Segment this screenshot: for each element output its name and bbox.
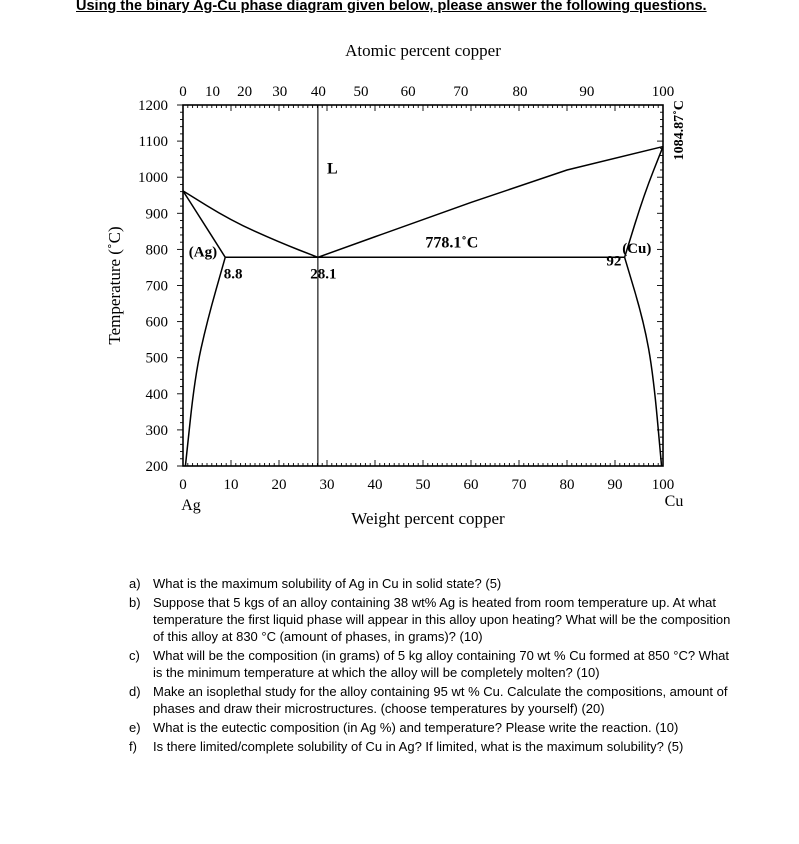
bottom-tick-label: 30 xyxy=(319,477,335,493)
question-list xyxy=(124,575,734,757)
y-tick-label: 1200 xyxy=(138,98,168,114)
top-tick-label: 50 xyxy=(353,84,369,100)
y-tick-label: 1000 xyxy=(138,170,168,187)
bottom-tick-label: 10 xyxy=(223,477,239,493)
bottom-tick-label: 70 xyxy=(511,477,527,493)
cu-melting-point-label: 1084.87˚C xyxy=(672,100,687,161)
chart-labels xyxy=(105,41,687,528)
bottom-tick-label: 40 xyxy=(367,477,383,493)
tick-marks xyxy=(177,105,663,466)
y-tick-label: 500 xyxy=(145,350,168,367)
y-tick-label: 300 xyxy=(145,422,168,439)
y-tick-label: 700 xyxy=(145,278,168,295)
question-item xyxy=(124,594,734,645)
bottom-tick-label: 20 xyxy=(271,477,287,493)
question-label: b) xyxy=(129,595,141,610)
page-title: Using the binary Ag-Cu phase diagram given below, please answer the following questions. xyxy=(76,0,707,14)
cu-region-label: (Cu) xyxy=(622,241,652,258)
bottom-tick-label: 0 xyxy=(179,477,187,493)
liquidus-right xyxy=(318,147,663,258)
alpha-limit-label: 8.8 xyxy=(223,266,243,283)
y-tick-label: 1100 xyxy=(138,134,168,151)
top-axis-title: Atomic percent copper xyxy=(345,41,501,60)
question-label: f) xyxy=(129,739,137,754)
bottom-axis-title: Weight percent copper xyxy=(351,509,505,528)
top-tick-label: 20 xyxy=(237,84,253,100)
question-item xyxy=(124,738,734,755)
y-tick-label: 200 xyxy=(145,459,168,475)
plot-frame xyxy=(183,105,663,466)
top-tick-label: 60 xyxy=(400,84,416,100)
top-tick-label: 40 xyxy=(310,84,326,100)
question-item xyxy=(124,647,734,681)
question-label: a) xyxy=(129,576,141,591)
y-tick-label: 900 xyxy=(145,206,168,223)
phase-diagram xyxy=(0,28,799,548)
eutectic-composition-label: 28.1 xyxy=(310,266,337,283)
question-text: Make an isoplethal study for the alloy containing 95 wt % Cu. Calculate the compositions, amount of phases and draw their microstructures. (choose temperatures by yourself) (20) xyxy=(153,684,732,716)
question-text: What is the eutectic composition (in Ag %) and temperature? Please write the reaction. (10) xyxy=(153,720,679,735)
top-tick-label: 70 xyxy=(453,84,469,100)
question-text: Is there limited/complete solubility of Cu in Ag? If limited, what is the maximum solubility? (5) xyxy=(153,739,684,754)
y-axis-title: Temperature (˚C) xyxy=(105,226,124,345)
question-text: Suppose that 5 kgs of an alloy containing 38 wt% Ag is heated from room temperature up. At what temperature the first liquid phase will appear in this alloy upon heating? What will be the composition of this alloy at 830 °C (amount of phases, in grams)? (10) xyxy=(153,595,735,644)
top-tick-label: 100 xyxy=(651,84,675,100)
y-tick-label: 600 xyxy=(145,314,168,331)
question-item xyxy=(124,719,734,736)
question-label: e) xyxy=(129,720,141,735)
eutectic-temperature-label: 778.1˚C xyxy=(425,234,479,252)
question-item xyxy=(124,683,734,717)
beta-limit-label: 92 xyxy=(606,253,622,270)
plot-border xyxy=(183,105,663,466)
bottom-tick-label: 80 xyxy=(559,477,575,493)
question-text: What is the maximum solubility of Ag in Cu in solid state? (5) xyxy=(153,576,502,591)
question-item xyxy=(124,575,734,592)
bottom-tick-label: 90 xyxy=(607,477,623,493)
top-tick-label: 0 xyxy=(179,84,187,100)
question-text: What will be the composition (in grams) of 5 kg alloy containing 70 wt % Cu formed at 850 °C? What is the minimum temperature at which the alloy will be completely molten? (10) xyxy=(153,648,733,680)
solvus-right xyxy=(625,257,662,466)
y-tick-label: 400 xyxy=(145,386,168,403)
solvus-left xyxy=(185,257,225,466)
top-tick-label: 90 xyxy=(579,84,595,100)
question-label: d) xyxy=(129,684,141,699)
ag-region-label: (Ag) xyxy=(188,244,218,261)
bottom-tick-label: 60 xyxy=(463,477,479,493)
component-label-cu: Cu xyxy=(664,493,684,510)
question-label: c) xyxy=(129,648,140,663)
phase-boundaries xyxy=(183,105,663,466)
y-tick-label: 800 xyxy=(145,242,168,259)
bottom-tick-label: 50 xyxy=(415,477,431,493)
liquid-region-label: L xyxy=(327,160,338,178)
top-tick-label: 80 xyxy=(512,84,528,100)
top-tick-label: 10 xyxy=(204,84,220,100)
top-tick-label: 30 xyxy=(272,84,288,100)
component-label-ag: Ag xyxy=(181,497,201,514)
bottom-tick-label: 100 xyxy=(651,477,675,493)
